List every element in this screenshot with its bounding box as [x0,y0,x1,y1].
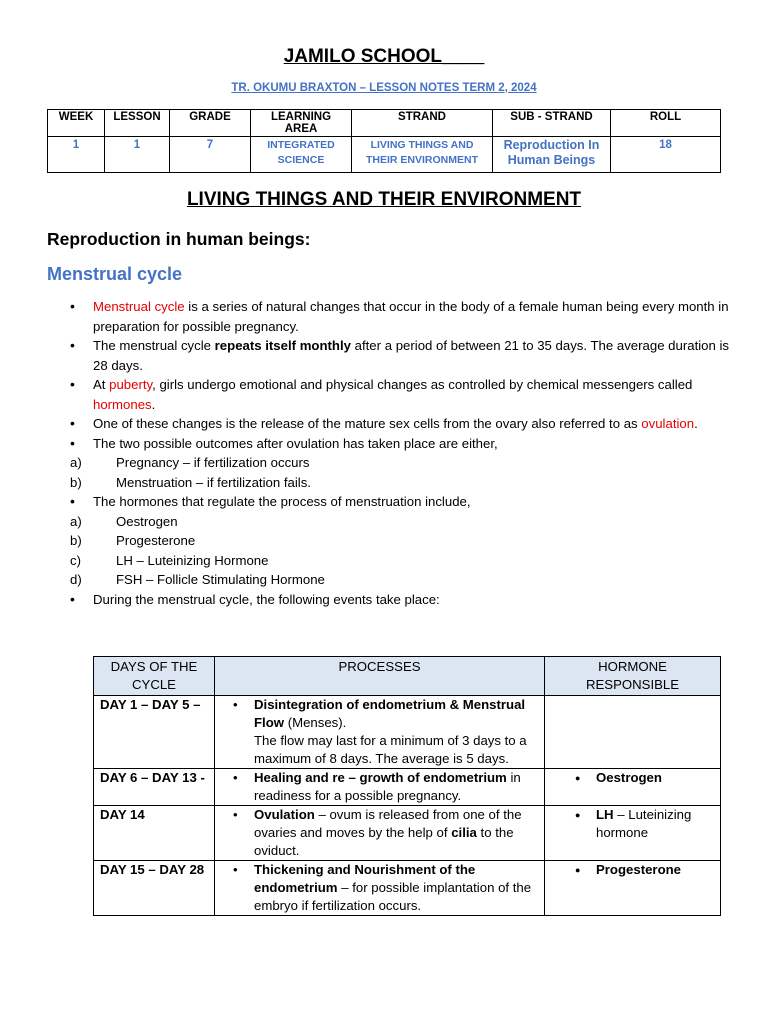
bullet-text: During the menstrual cycle, the following events take place: [93,591,440,607]
row-process [215,861,545,916]
process-bold: cilia [451,825,477,840]
bullet-text: after a period of between 21 to 35 days. The average duration is 28 days. [93,338,730,373]
row-process [215,769,545,806]
value-roll: 18 [611,137,721,173]
header-learning-area: LEARNING AREA [251,110,352,137]
row-process [215,806,545,861]
table-row [94,861,721,916]
item-letter: a) [70,455,82,470]
item-letter: a) [70,513,82,529]
item-text: Menstruation – if fertilization fails. [116,474,311,490]
cycle-header-row [94,657,721,696]
bullet-text: is a series of natural changes that occur in the body of a female human being every month in preparation for possible pregnancy. [93,299,729,334]
value-lesson: 1 [105,137,170,173]
process-bold: Ovulation [254,807,315,822]
sub-list-item [70,570,730,590]
term-hormones: hormones [93,396,152,412]
sub-list-item [70,453,730,473]
bullet-text: , girls undergo emotional and physical changes as controlled by chemical messengers called [152,377,693,392]
header-sub-strand: SUB - STRAND [493,110,611,137]
value-grade: 7 [170,137,251,173]
item-text: Progesterone [116,533,196,548]
process-text: – for possible implantation of the embryo if fertilization occurs. [254,880,532,913]
process-item [221,696,538,732]
hormone-name: LH [596,807,614,822]
bullet-text: . [694,416,698,431]
process-bold: Thickening and Nourishment of the endometrium [254,862,476,895]
section-heading: Reproduction in human beings: [47,229,311,249]
bullet-text: The hormones that regulate the process of menstruation include, [93,494,471,509]
info-header-row [48,110,721,137]
bullet-text: . [151,396,156,412]
term-ovulation: ovulation [641,416,695,431]
school-underline-trail: ____ [442,46,485,67]
item-letter: b) [70,533,82,548]
header-grade: GRADE [170,110,251,137]
header-hormone: HORMONE RESPONSIBLE [545,657,721,696]
process-item [221,861,538,915]
row-days: DAY 14 [94,806,215,861]
bullet-item [70,297,730,336]
bold-phrase: repeats itself monthly [214,338,351,353]
info-value-row [48,137,721,173]
row-days: DAY 15 – DAY 28 [94,861,215,916]
process-item [221,806,538,860]
bullet-text: The menstrual cycle [93,338,215,353]
item-letter: b) [70,474,82,490]
bullet-text: At [93,377,110,392]
header-roll: ROLL [611,110,721,137]
row-hormone [545,696,721,769]
lesson-subtitle: TR. OKUMU BRAXTON – LESSON NOTES TERM 2, 2024 [231,82,537,94]
bullet-text: One of these changes is the release of the mature sex cells from the ovary also referred to as [93,416,642,431]
bullet-item [70,434,730,454]
row-process [215,696,545,769]
header-processes: PROCESSES [215,657,545,696]
row-days: DAY 6 – DAY 13 - [94,769,215,806]
process-text: in readiness for a possible pregnancy. [254,770,521,803]
item-letter: c) [70,552,81,568]
hormone-item [551,769,714,787]
process-bold: Disintegration of endometrium & Menstrual Flow [254,697,526,730]
hormone-name: Progesterone [596,862,682,877]
table-row [94,806,721,861]
process-bold: Healing and re – growth of endometrium [254,770,507,785]
row-hormone [545,861,721,916]
sub-list-item [70,473,730,493]
value-week: 1 [48,137,105,173]
hormone-item [551,861,714,879]
hormone-item [551,806,714,842]
row-hormone [545,769,721,806]
bullet-item [70,492,730,512]
item-text: FSH – Follicle Stimulating Hormone [116,572,325,587]
header-week: WEEK [48,110,105,137]
header-lesson: LESSON [105,110,170,137]
table-row [94,696,721,769]
header-days: DAYS OF THE CYCLE [94,657,215,696]
sub-list-item [70,531,730,551]
bullet-item [70,336,730,375]
process-extra: The flow may last for a minimum of 3 days to a maximum of 8 days. The average is 5 days. [254,733,527,766]
item-letter: d) [70,572,82,587]
process-item [221,769,538,805]
item-text: Oestrogen [116,513,178,529]
notes-list [70,297,730,609]
item-text: Pregnancy – if fertilization occurs [116,455,310,470]
subsection-heading: Menstrual cycle [47,264,183,284]
table-row [94,769,721,806]
hormone-name: Oestrogen [596,770,662,785]
header-strand: STRAND [352,110,493,137]
lesson-info-table [47,109,721,173]
row-days: DAY 1 – DAY 5 – [94,696,215,769]
term-menstrual-cycle: Menstrual cycle [93,299,185,314]
main-title: LIVING THINGS AND THEIR ENVIRONMENT [186,189,582,210]
value-sub-strand: Reproduction In Human Beings [493,137,611,173]
bullet-item [70,414,730,434]
process-text: – ovum is released from one of the ovaries and moves by the help of [254,807,522,840]
menstrual-cycle-table [93,656,721,916]
hormone-text: – Luteinizing hormone [596,807,692,840]
process-text: (Menses). [284,715,347,730]
sub-list-item [70,512,730,532]
bullet-text: The two possible outcomes after ovulation has taken place are either, [93,435,498,451]
term-puberty: puberty [109,377,153,392]
process-text: to the oviduct. [254,825,514,858]
bullet-item [70,590,730,610]
bullet-item [70,375,730,414]
value-strand: LIVING THINGS AND THEIR ENVIRONMENT [352,137,493,173]
item-text: LH – Luteinizing Hormone [116,552,269,568]
school-name [0,46,768,68]
value-learning-area: INTEGRATED SCIENCE [251,137,352,173]
sub-list-item [70,551,730,571]
row-hormone [545,806,721,861]
school-title: JAMILO SCHOOL [283,46,443,67]
